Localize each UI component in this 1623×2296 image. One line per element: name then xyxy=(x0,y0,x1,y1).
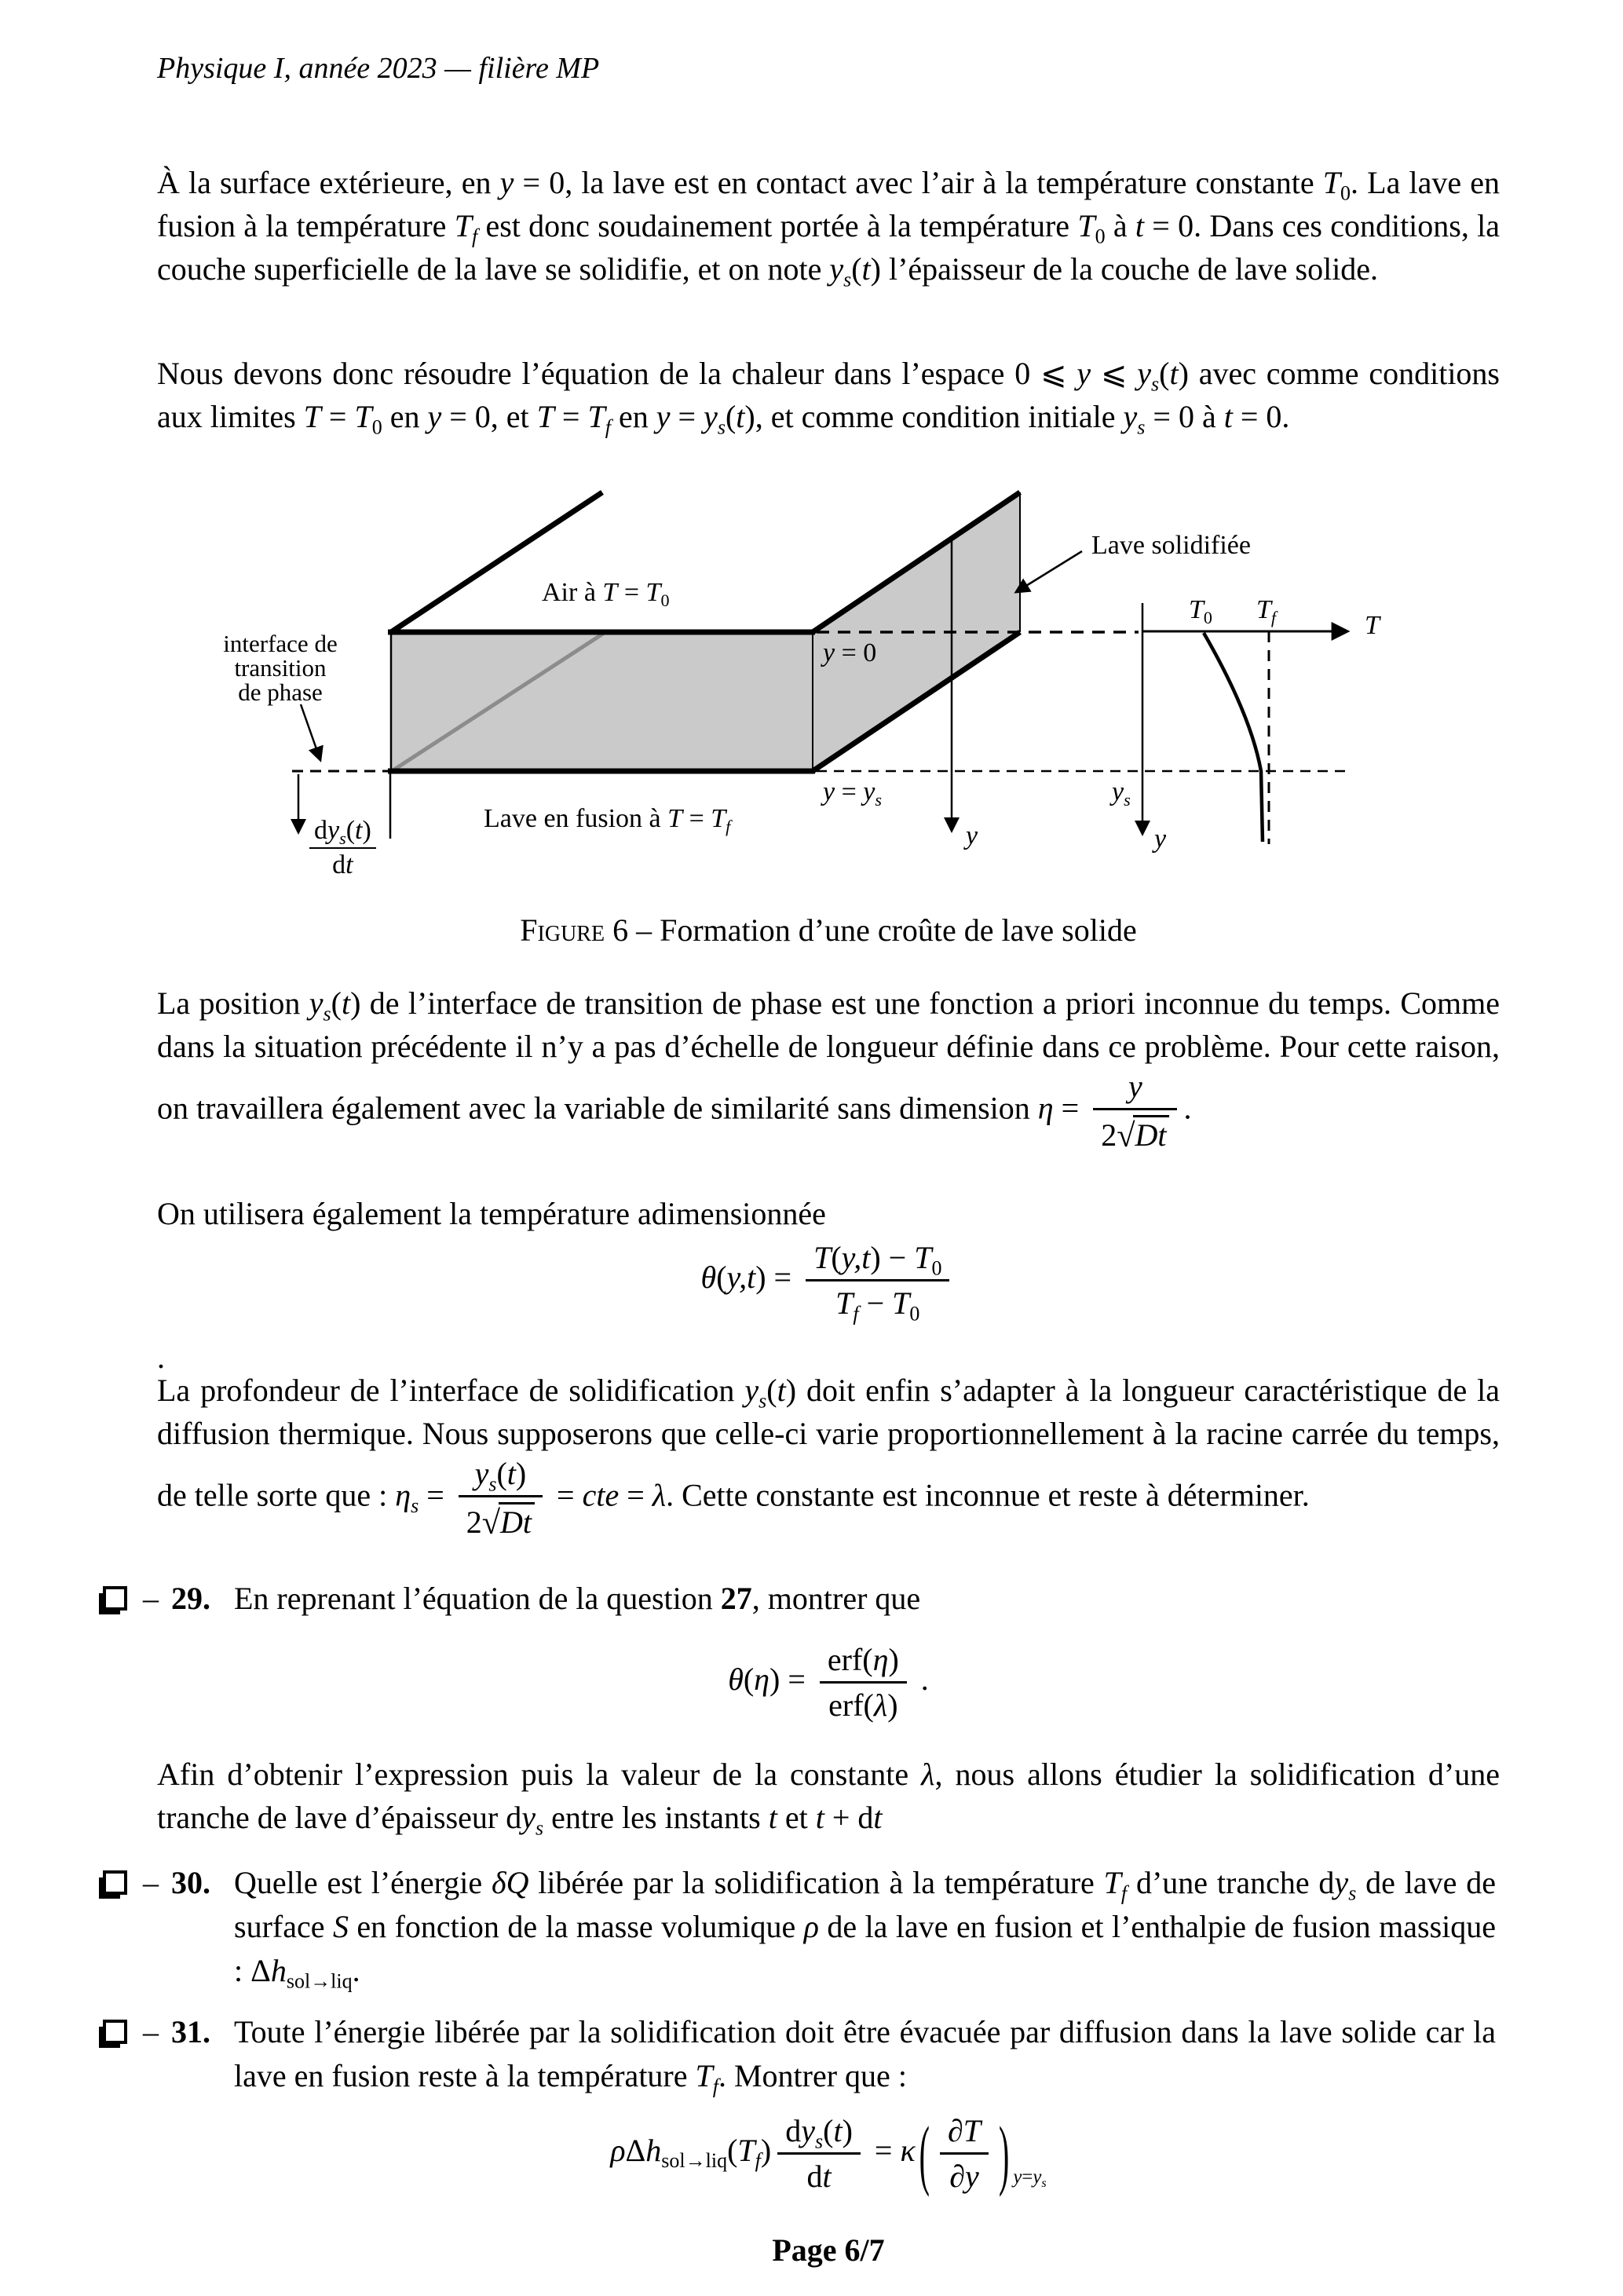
paragraph-similarity-variable: La position $y_s(t)$ de l’interface de transition de phase est une fonction a priori inconnue du temps. Comme dans la situation précédente il n’y a pas d’échelle de longueur définie dans ce problème. Pour cette raison, on travaillera également avec la variable de similarité sans dimension η = $\frac{y}{2√Dt}$ . xyxy=(157,985,1500,1155)
label-lave-en-fusion: Lave en fusion à $T = T_f$ xyxy=(484,804,731,837)
interface-pointer-arrow xyxy=(301,704,320,760)
label-lave-solidifiee: Lave solidifiée xyxy=(1091,531,1251,560)
question-29-text: En reprenant l’équation de la question 27, montrer que xyxy=(234,1581,921,1616)
temperature-profile-curve xyxy=(1204,633,1263,842)
paragraph-heat-equation: Nous devons donc résoudre l’équation de la chaleur dans l’espace 0 ⩽ y ⩽ $y_s(t)$ avec comme conditions aux limites $T = T_0$ en y = 0, et $T = T_f$ en $y = y_s(t)$, et comme condition initiale $y_s = 0$ à t = 0. xyxy=(157,356,1500,439)
question-31-text: Toute l’énergie libérée par la solidification doit être évacuée par diffusion dans la lave solide car la lave en fusion reste à la température $T_f$. Montrer que : xyxy=(234,2014,1496,2098)
label-T-axis: T xyxy=(1365,611,1380,640)
label-interface-line3: de phase xyxy=(238,678,323,706)
question-29-number: 29. xyxy=(171,1581,210,1616)
label-y-equals-0: y = 0 xyxy=(823,638,877,667)
question-30-number: 30. xyxy=(171,1865,210,1900)
equation-erf-solution: θ(η) = $\frac{\text{erf(η)}}{\text{erf(λ)}}$ . xyxy=(728,1642,929,1724)
question-29 xyxy=(98,1577,1496,1621)
equation-theta-definition: θ(y,t) = $\frac{T(y,t) - T_0}{T_f - T_0}$ xyxy=(157,1239,1500,1322)
paragraph-solidification-depth: La profondeur de l’interface de solidification $y_s(t)$ doit enfin s’adapter à la longueur caractéristique de la diffusion thermique. Nous supposerons que celle-ci varie proportionnellement à la racine carrée du temps, de telle sorte que : $\eta_s$ = $\frac{y_s(t)}{2√Dt}$ = cte = λ. Cette constante est inconnue et reste à déterminer. xyxy=(157,1373,1500,1542)
paragraph-surface-condition: À la surface extérieure, en y = 0, la lave est en contact avec l’air à la température constante $T_0$. La lave en fusion à la température $T_f$ est donc soudainement portée à la température $T_0$ à t = 0. Dans ces conditions, la couche superficielle de la lave se solidifie, et on note $y_s(t)$ l’épaisseur de la couche de lave solide. xyxy=(157,165,1501,291)
label-dys-dt: $\frac{dy_s(t)}{dt}$ xyxy=(308,817,378,879)
label-Tf: $T_f$ xyxy=(1256,595,1277,628)
label-interface-transition xyxy=(198,631,363,704)
label-ys-axis: $y_s$ xyxy=(1112,777,1131,810)
question-31-number: 31. xyxy=(171,2014,210,2049)
question-29-dash: – xyxy=(143,1581,159,1616)
checkbox-icon xyxy=(103,1586,127,1610)
equation-stefan-condition: $\rho\Delta h_{sol\to liq}(T_f)$ $\frac{dy_s(t)}{dt}$ = κ ( $\frac{\partial T}{\partial y}$ ) $_{y=y_s}$ xyxy=(610,2109,1047,2198)
slab-top-left-edge xyxy=(391,492,602,632)
label-T0: $T_0$ xyxy=(1189,595,1212,628)
slab-front-face xyxy=(391,632,813,771)
question-31-marker xyxy=(98,2010,210,2054)
label-y-equals-ys: $y = y_s$ xyxy=(823,777,882,810)
question-30-dash: – xyxy=(143,1865,159,1900)
figure-6 xyxy=(0,479,1623,887)
question-30-marker xyxy=(98,1861,210,1905)
checkbox-icon xyxy=(103,2020,127,2044)
label-air-temperature: Air à $T = T_0$ xyxy=(542,578,670,611)
paragraph-adimensioned-temperature: On utilisera également la température adimensionnée xyxy=(157,1196,826,1231)
label-interface-line2: transition xyxy=(234,654,327,682)
paragraph-lambda-study: Afin d’obtenir l’expression puis la valeur de la constante λ, nous allons étudier la solidification d’une tranche de lave d’épaisseur $dy_s$ entre les instants t et t + dt xyxy=(157,1757,1500,1840)
question-31-dash: – xyxy=(143,2014,159,2049)
page-number: Page 6/7 xyxy=(772,2232,885,2268)
figure-caption: Figure 6 – Formation d’une croûte de lave solide xyxy=(520,912,1137,948)
orphan-period: . xyxy=(157,1340,165,1375)
label-y-plot-axis: y xyxy=(1154,824,1167,854)
question-31 xyxy=(98,2010,1496,2098)
question-30 xyxy=(98,1861,1496,1993)
label-interface-line1: interface de xyxy=(223,630,338,657)
page-header: Physique I, année 2023 — filière MP xyxy=(157,52,600,85)
label-y-slab-axis: y xyxy=(966,821,978,850)
question-29-marker xyxy=(98,1577,210,1621)
lave-solidifiee-pointer-arrow xyxy=(1016,551,1082,592)
checkbox-icon xyxy=(103,1870,127,1895)
question-30-text: Quelle est l’énergie δQ libérée par la solidification à la température $T_f$ d’une tranche $dy_s$ de lave de surface S en fonction de la masse volumique ρ de la lave en fusion et l’enthalpie de fusion massique : $\Delta h_{sol\to liq}$. xyxy=(234,1865,1497,1993)
